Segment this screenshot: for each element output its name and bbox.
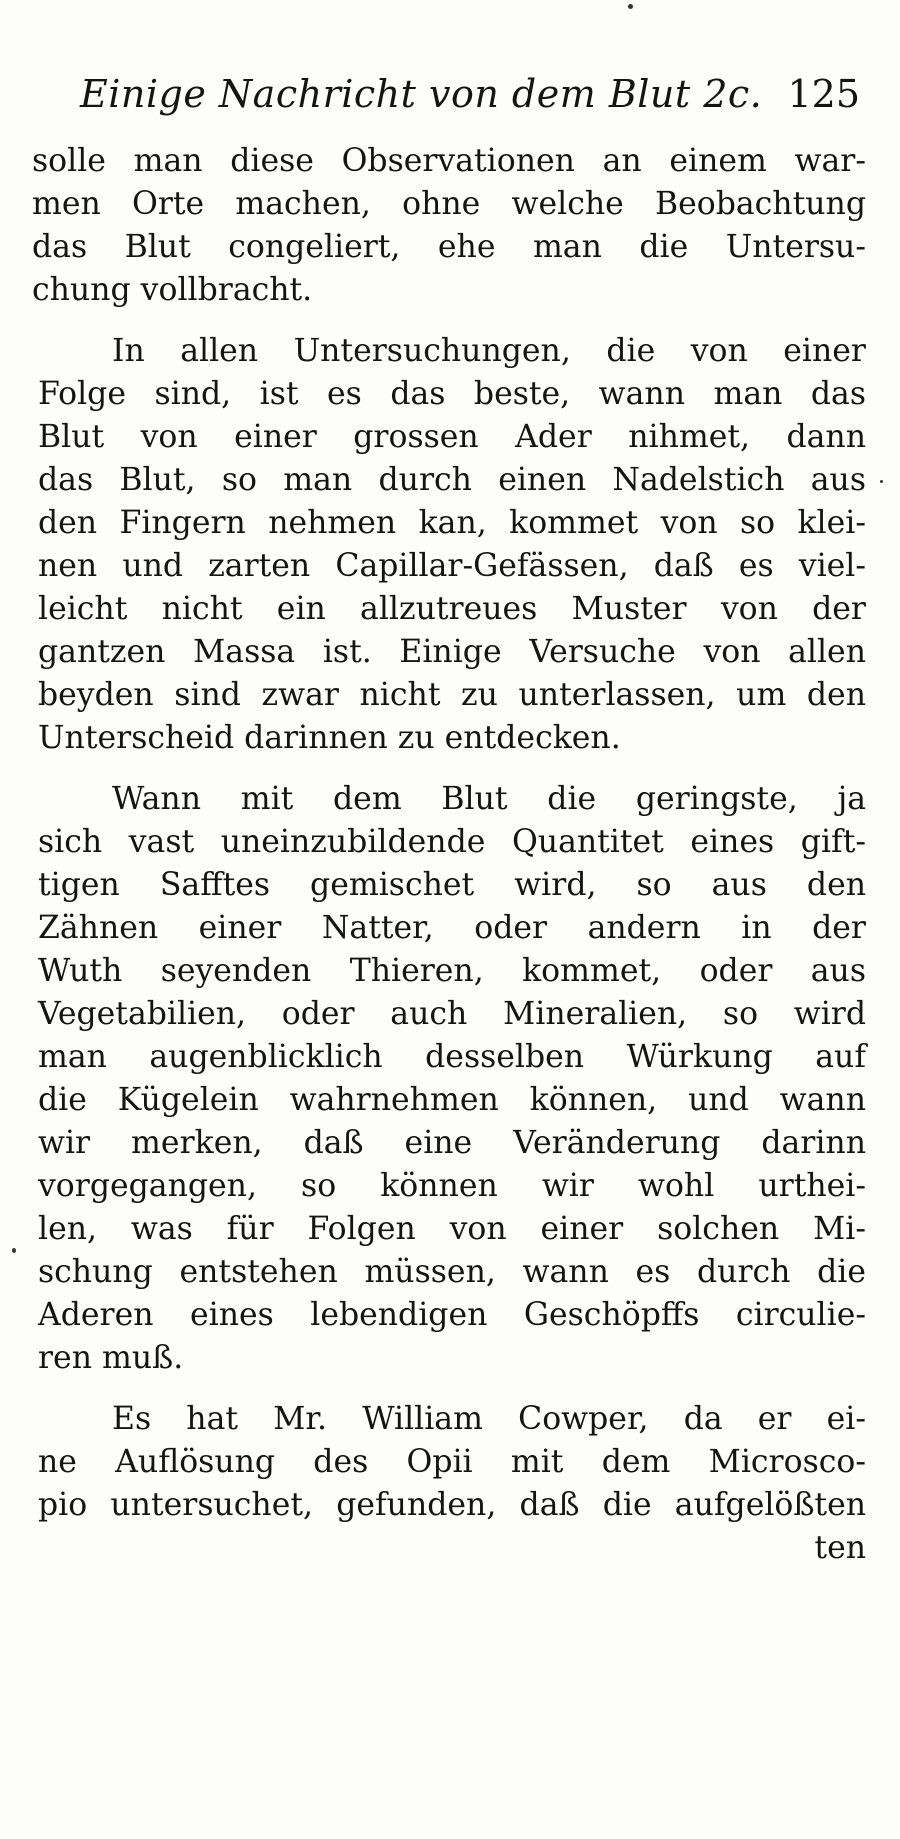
text-line: Wann mit dem Blut die geringste, ja bbox=[112, 781, 866, 817]
text-line: len, was für Folgen von einer solchen Mi- bbox=[38, 1211, 866, 1247]
text-line: Es hat Mr. William Cowper, da er ei- bbox=[112, 1401, 866, 1437]
page-body bbox=[30, 140, 866, 1588]
text-line: Vegetabilien, oder auch Mineralien, so wird bbox=[38, 996, 866, 1032]
text-line: man augenblicklich desselben Würkung auf bbox=[38, 1039, 866, 1075]
text-line: tigen Safftes gemischet wird, so aus den bbox=[38, 867, 866, 903]
text-line: den Fingern nehmen kan, kommet von so klei- bbox=[38, 505, 866, 541]
text-line: In allen Untersuchungen, die von einer bbox=[112, 333, 866, 369]
text-line: ne Auflösung des Opii mit dem Microsco- bbox=[38, 1444, 866, 1480]
text-line: Folge sind, ist es das beste, wann man das bbox=[38, 376, 866, 412]
text-line: Aderen eines lebendigen Geschöpffs circulie- bbox=[38, 1297, 866, 1333]
text-line: gantzen Massa ist. Einige Versuche von allen bbox=[38, 634, 866, 670]
text-line: beyden sind zwar nicht zu unterlassen, um den bbox=[38, 677, 866, 713]
text-line: men Orte machen, ohne welche Beobachtung bbox=[32, 186, 866, 222]
text-line: leicht nicht ein allzutreues Muster von der bbox=[38, 591, 866, 627]
text-line: das Blut, so man durch einen Nadelstich aus bbox=[38, 462, 866, 498]
catchword: ten bbox=[814, 1530, 866, 1566]
text-line: Wuth seyenden Thieren, kommet, oder aus bbox=[38, 953, 866, 989]
paragraph-2 bbox=[30, 330, 866, 760]
text-line: wir merken, daß eine Veränderung darinn bbox=[38, 1125, 866, 1161]
text-line: pio untersuchet, gefunden, daß die aufgelößten bbox=[38, 1487, 866, 1523]
text-line: die Kügelein wahrnehmen können, und wann bbox=[38, 1082, 866, 1118]
page-number: 125 bbox=[787, 72, 860, 116]
text-line: ren muß. bbox=[38, 1340, 184, 1376]
paragraph-1 bbox=[30, 140, 866, 312]
paragraph-3 bbox=[30, 778, 866, 1380]
text-line: Zähnen einer Natter, oder andern in der bbox=[38, 910, 866, 946]
text-line: Unterscheid darinnen zu entdecken. bbox=[38, 720, 621, 756]
paragraph-4 bbox=[30, 1398, 866, 1570]
text-line: vorgegangen, so können wir wohl urthei- bbox=[38, 1168, 866, 1204]
running-head: Einige Nachricht von dem Blut 2c. bbox=[80, 72, 763, 116]
text-line: solle man diese Observationen an einem war- bbox=[32, 143, 866, 179]
page-header bbox=[80, 72, 860, 132]
text-line: schung entstehen müssen, wann es durch die bbox=[38, 1254, 866, 1290]
text-line: chung vollbracht. bbox=[32, 272, 313, 308]
text-line: das Blut congeliert, ehe man die Untersu- bbox=[32, 229, 866, 265]
text-line: nen und zarten Capillar-Gefässen, daß es viel- bbox=[38, 548, 866, 584]
text-line: sich vast uneinzubildende Quantitet eines gift- bbox=[38, 824, 866, 860]
print-speck bbox=[628, 4, 633, 9]
print-speck bbox=[12, 1248, 16, 1253]
text-line: Blut von einer grossen Ader nihmet, dann bbox=[38, 419, 866, 455]
print-speck bbox=[880, 480, 883, 483]
